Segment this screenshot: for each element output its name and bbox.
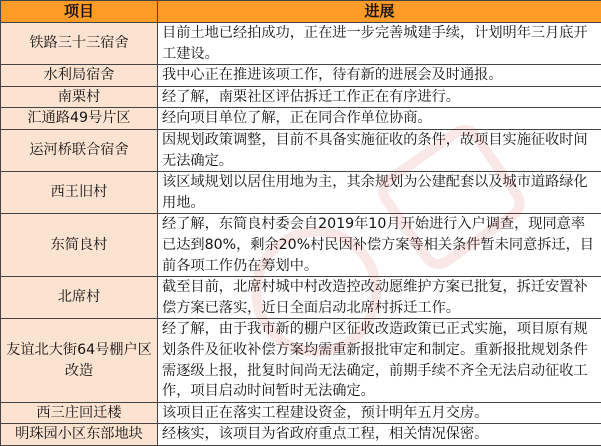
table-row: [1, 319, 601, 402]
table-row: [1, 65, 601, 87]
project-name: 西三庄回迁楼: [1, 402, 158, 424]
project-progress: 我中心正在推进该项工作，待有新的进展会及时通报。: [158, 65, 601, 87]
table-row: [1, 214, 601, 277]
project-progress: 经了解，由于我市新的棚户区征收改造政策已正式实施，项目原有规划条件及征收补偿方案均需重新报批审定和制定。重新报批规划条件需逐级上报，批复时间尚无法确定，前期手续不齐全无法启动征收工作，项目启动时间暂时无法确定。: [158, 319, 601, 402]
table-row: [1, 424, 601, 446]
project-progress: 截至目前，北席村城中村改造控改动愿维护方案已批复，拆迁安置补偿方案已落实，近日全面启动北席村拆迁工作。: [158, 277, 601, 319]
project-progress: 该区域规划以居住用地为主，其余规划为公建配套以及城市道路绿化用地。: [158, 172, 601, 214]
table-row: [1, 402, 601, 424]
project-progress: 经了解，东简良村委会自2019年10月开始进行入户调查，现同意率已达到80%，剩余20%村民因补偿方案等相关条件暂未同意拆迁，目前各项工作仍在筹划中。: [158, 214, 601, 277]
project-name: 明珠园小区东部地块: [1, 424, 158, 446]
table-row: [1, 172, 601, 214]
project-name: 汇通路49号片区: [1, 108, 158, 130]
table-row: [1, 86, 601, 108]
project-progress: 经向项目单位了解，正在同合作单位协商。: [158, 108, 601, 130]
table-row: [1, 23, 601, 65]
project-progress: 经核实，该项目为省政府重点工程，相关情况保密。: [158, 424, 601, 446]
project-name: 南栗村: [1, 86, 158, 108]
table-row: [1, 277, 601, 319]
project-name: 水利局宿舍: [1, 65, 158, 87]
project-name: 友谊北大街64号棚户区改造: [1, 319, 158, 402]
project-progress: 经了解，南栗社区评估拆迁工作正在有序进行。: [158, 86, 601, 108]
header-progress: 进展: [158, 1, 601, 23]
table-row: [1, 108, 601, 130]
project-progress: 该项目正在落实工程建设资金，预计明年五月交房。: [158, 402, 601, 424]
header-project: 项目: [1, 1, 158, 23]
project-progress: 目前土地已经拍成功，正在进一步完善城建手续，计划明年三月底开工建设。: [158, 23, 601, 65]
table-header-row: [1, 1, 601, 23]
project-name: 运河桥联合宿舍: [1, 129, 158, 171]
project-name: 北席村: [1, 277, 158, 319]
project-progress: 因规划政策调整，目前不具备实施征收的条件，故项目实施征收时间无法确定。: [158, 129, 601, 171]
project-name: 西王旧村: [1, 172, 158, 214]
project-name: 铁路三十三宿舍: [1, 23, 158, 65]
table-row: [1, 129, 601, 171]
project-name: 东简良村: [1, 214, 158, 277]
